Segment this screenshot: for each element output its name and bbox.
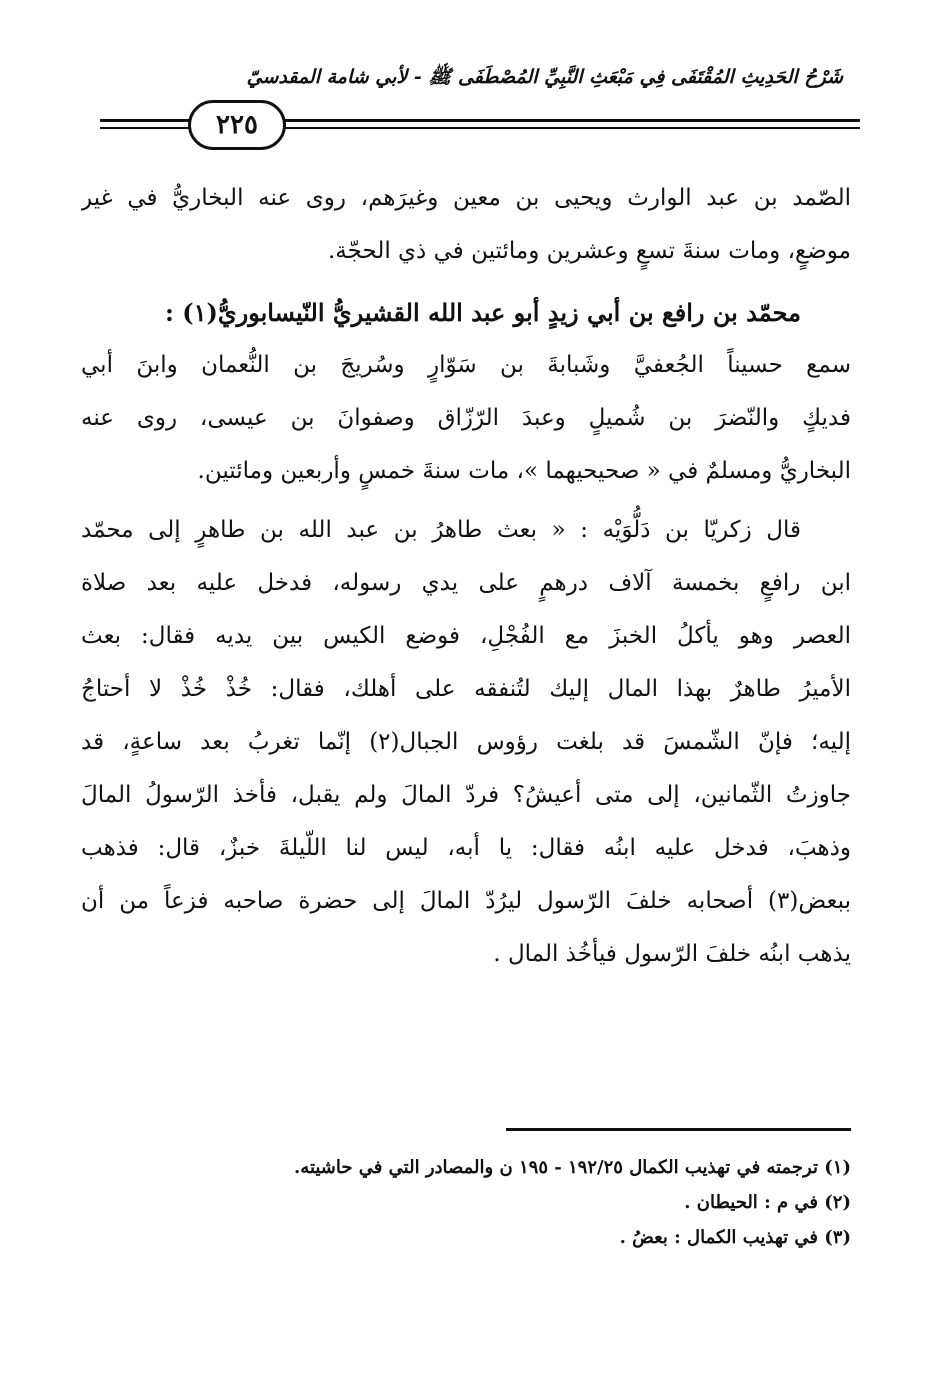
body-text: [81, 172, 851, 981]
body-line: سمع حسيناً الجُعفيَّ وشَبابةَ بن سَوّارٍ وسُريجَ بن النُّعمان وابنَ أبي: [81, 352, 851, 378]
body-line: البخاريُّ ومسلمٌ في « صحيحيهما »، مات سنةَ خمسٍ وأربعين ومائتين.: [197, 458, 851, 484]
entry-heading: محمّد بن رافع بن أبي زيدٍ أبو عبد الله القشيريُّ النّيسابوريُّ(١) :: [165, 298, 801, 327]
footnote-separator: [506, 1128, 851, 1131]
body-line: الأميرُ طاهرٌ بهذا المال إليك لتُنفقه على أهلك، فقال: خُذْ خُذْ لا أحتاجُ: [81, 676, 851, 702]
body-line: العصر وهو يأكلُ الخبزَ مع الفُجْلِ، فوضع الكيس بين يديه فقال: بعث: [81, 623, 851, 649]
page-number: ٢٢٥: [188, 100, 286, 150]
body-line: ببعض(٣) أصحابه خلفَ الرّسول ليرُدّ المالَ إلى حضرة صاحبه فزعاً من أن: [81, 888, 851, 914]
body-line: يذهب ابنُه خلفَ الرّسول فيأخُذ المال .: [493, 941, 851, 967]
body-line: موضعٍ، ومات سنةَ تسعٍ وعشرين ومائتين في ذي الحجّة.: [328, 238, 851, 264]
footnote-3: (٣) في تهذيب الكمال : بعضُ .: [619, 1227, 851, 1248]
footnotes: [81, 1150, 851, 1255]
footnote-2: (٢) في م : الحيطان .: [684, 1192, 851, 1213]
body-line: وذهبَ، فدخل عليه ابنُه فقال: يا أبه، ليس لنا اللّيلةَ خبزٌ، قال: فذهب: [81, 835, 851, 861]
body-line: الصّمد بن عبد الوارث ويحيى بن معين وغيرَهم، روى عنه البخاريُّ في غير: [81, 185, 851, 211]
body-line: إليه؛ فإنّ الشّمسَ قد بلغت رؤوس الجبال(٢) إنّما تغربُ بعد ساعةٍ، قد: [81, 729, 851, 755]
body-line: فديكٍ والنّضرَ بن شُميلٍ وعبدَ الرّزّاق وصفوانَ بن عيسى، روى عنه: [81, 405, 851, 431]
body-line: ابن رافعٍ بخمسة آلاف درهمٍ على يدي رسوله، فدخل عليه بعد صلاة: [81, 570, 851, 596]
footnote-1: (١) ترجمته في تهذيب الكمال ١٩٢/٢٥ - ١٩٥ ن والمصادر التي في حاشيته.: [294, 1157, 851, 1178]
body-line: قال زكريّا بن دَلُّوَيْه : « بعث طاهرُ بن عبد الله بن طاهرٍ إلى محمّد: [81, 517, 801, 543]
running-header-title: شَرْحُ الحَدِيثِ المُقْتَفَى فِي مَبْعَثِ النَّبِيِّ المُصْطَفَى ﷺ - لأبي شامة المقدسيّ: [246, 66, 843, 88]
body-line: جاوزتُ الثّمانين، إلى متى أعيشُ؟ فردّ المالَ ولم يقبل، فأخذ الرّسولُ المالَ: [81, 782, 851, 808]
